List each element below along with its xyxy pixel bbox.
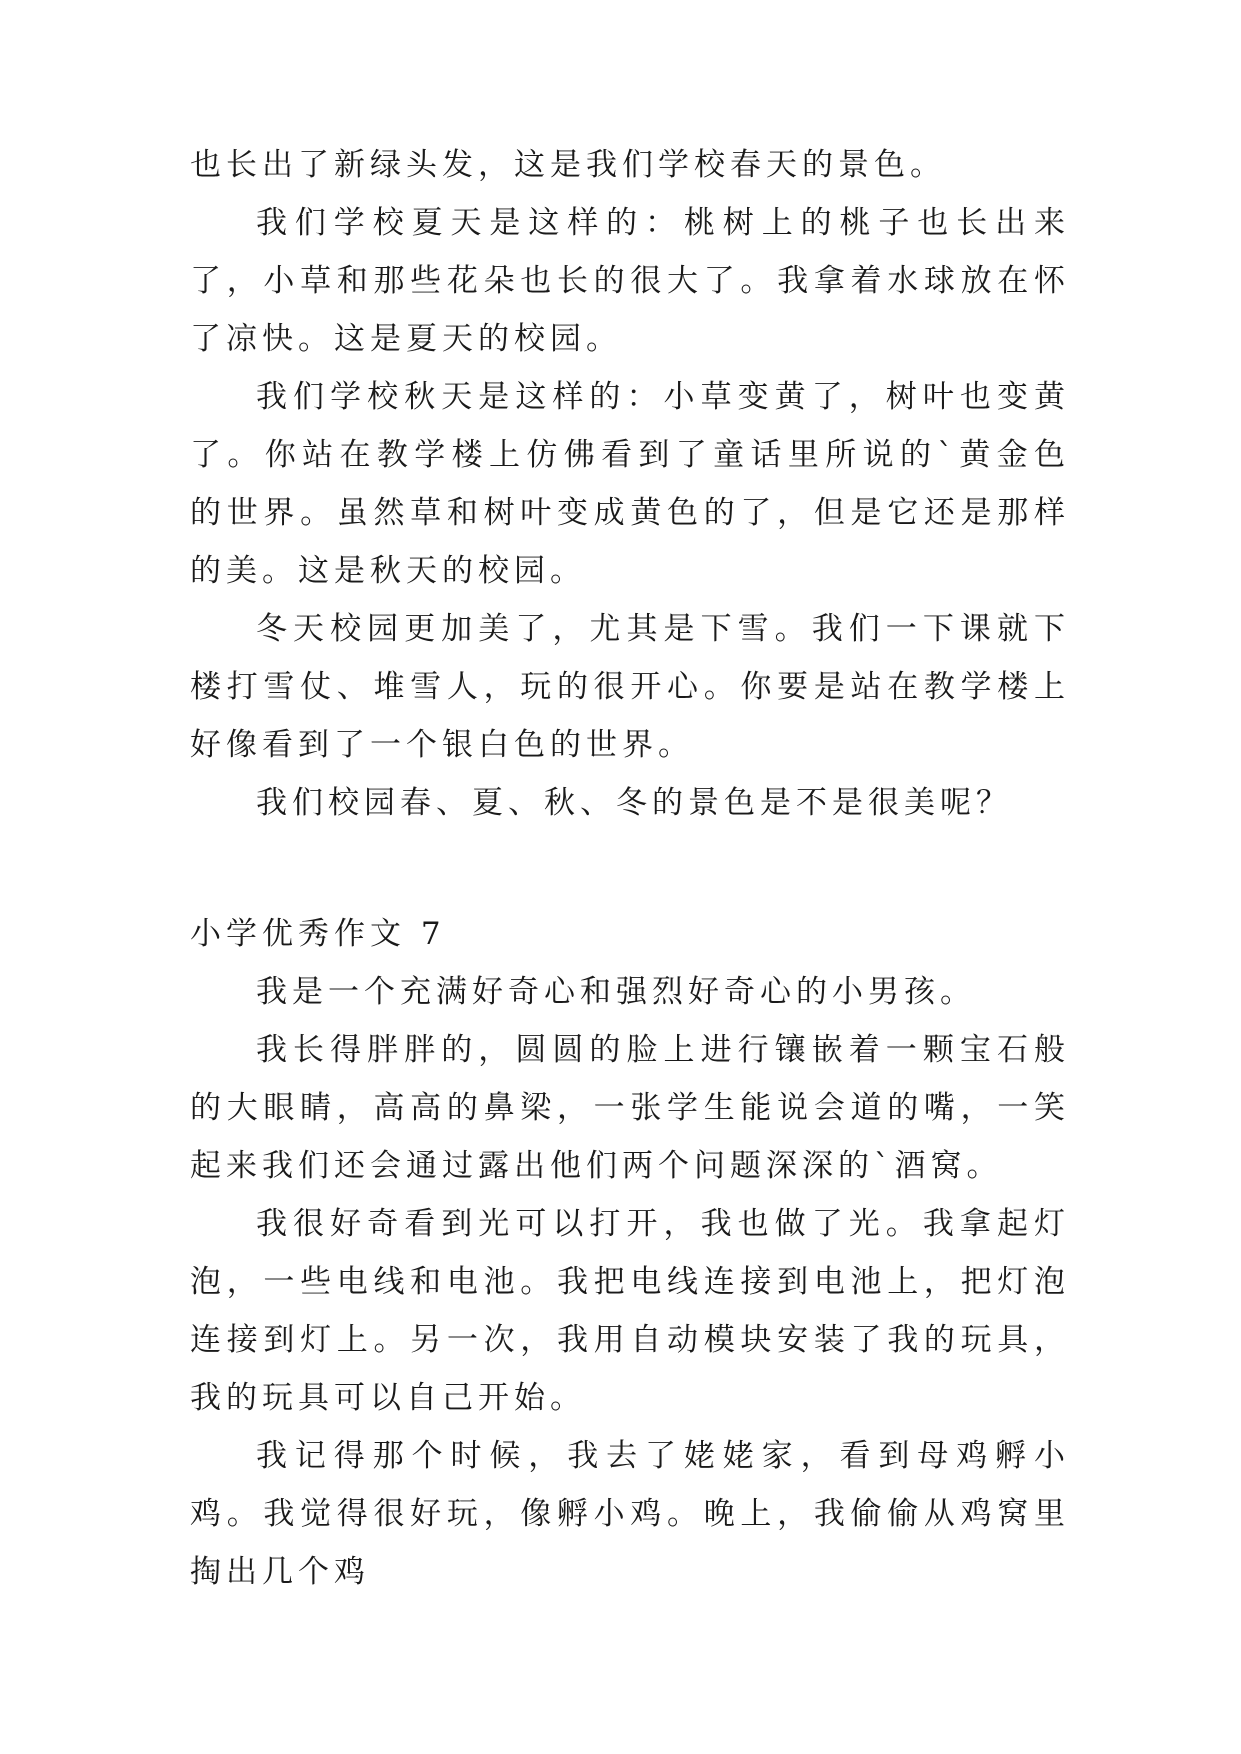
paragraph-intro: 我是一个充满好奇心和强烈好奇心的小男孩。 [256, 974, 976, 1010]
essay-section-7 [190, 905, 1070, 1601]
paragraph-conclusion: 我们校园春、夏、秋、冬的景色是不是很美呢？ [256, 785, 1012, 821]
paragraph-summer: 我们学校夏天是这样的：桃树上的桃子也长出来了，小草和那些花朵也长的很大了。我拿着水球放在怀了凉快。这是夏天的校园。 [190, 205, 1070, 357]
paragraph-chicks: 我记得那个时候，我去了姥姥家，看到母鸡孵小鸡。我觉得很好玩，像孵小鸡。晚上，我偷偷从鸡窝里掏出几个鸡 [190, 1438, 1070, 1590]
essay-section-continued [190, 136, 1070, 832]
paragraph-winter: 冬天校园更加美了，尤其是下雪。我们一下课就下楼打雪仗、堆雪人，玩的很开心。你要是站在教学楼上好像看到了一个银白色的世界。 [190, 611, 1070, 763]
essay-title: 小学优秀作文 7 [190, 916, 446, 952]
paragraph-spring-ending: 也长出了新绿头发，这是我们学校春天的景色。 [190, 147, 946, 183]
paragraph-appearance: 我长得胖胖的，圆圆的脸上进行镶嵌着一颗宝石般的大眼睛，高高的鼻梁，一张学生能说会道的嘴，一笑起来我们还会通过露出他们两个问题深深的`酒窝。 [190, 1032, 1070, 1184]
paragraph-light-experiment: 我很好奇看到光可以打开，我也做了光。我拿起灯泡，一些电线和电池。我把电线连接到电池上，把灯泡连接到灯上。另一次，我用自动模块安装了我的玩具，我的玩具可以自己开始。 [190, 1206, 1070, 1416]
paragraph-autumn: 我们学校秋天是这样的：小草变黄了，树叶也变黄了。你站在教学楼上仿佛看到了童话里所说的`黄金色的世界。虽然草和树叶变成黄色的了，但是它还是那样的美。这是秋天的校园。 [190, 379, 1070, 589]
